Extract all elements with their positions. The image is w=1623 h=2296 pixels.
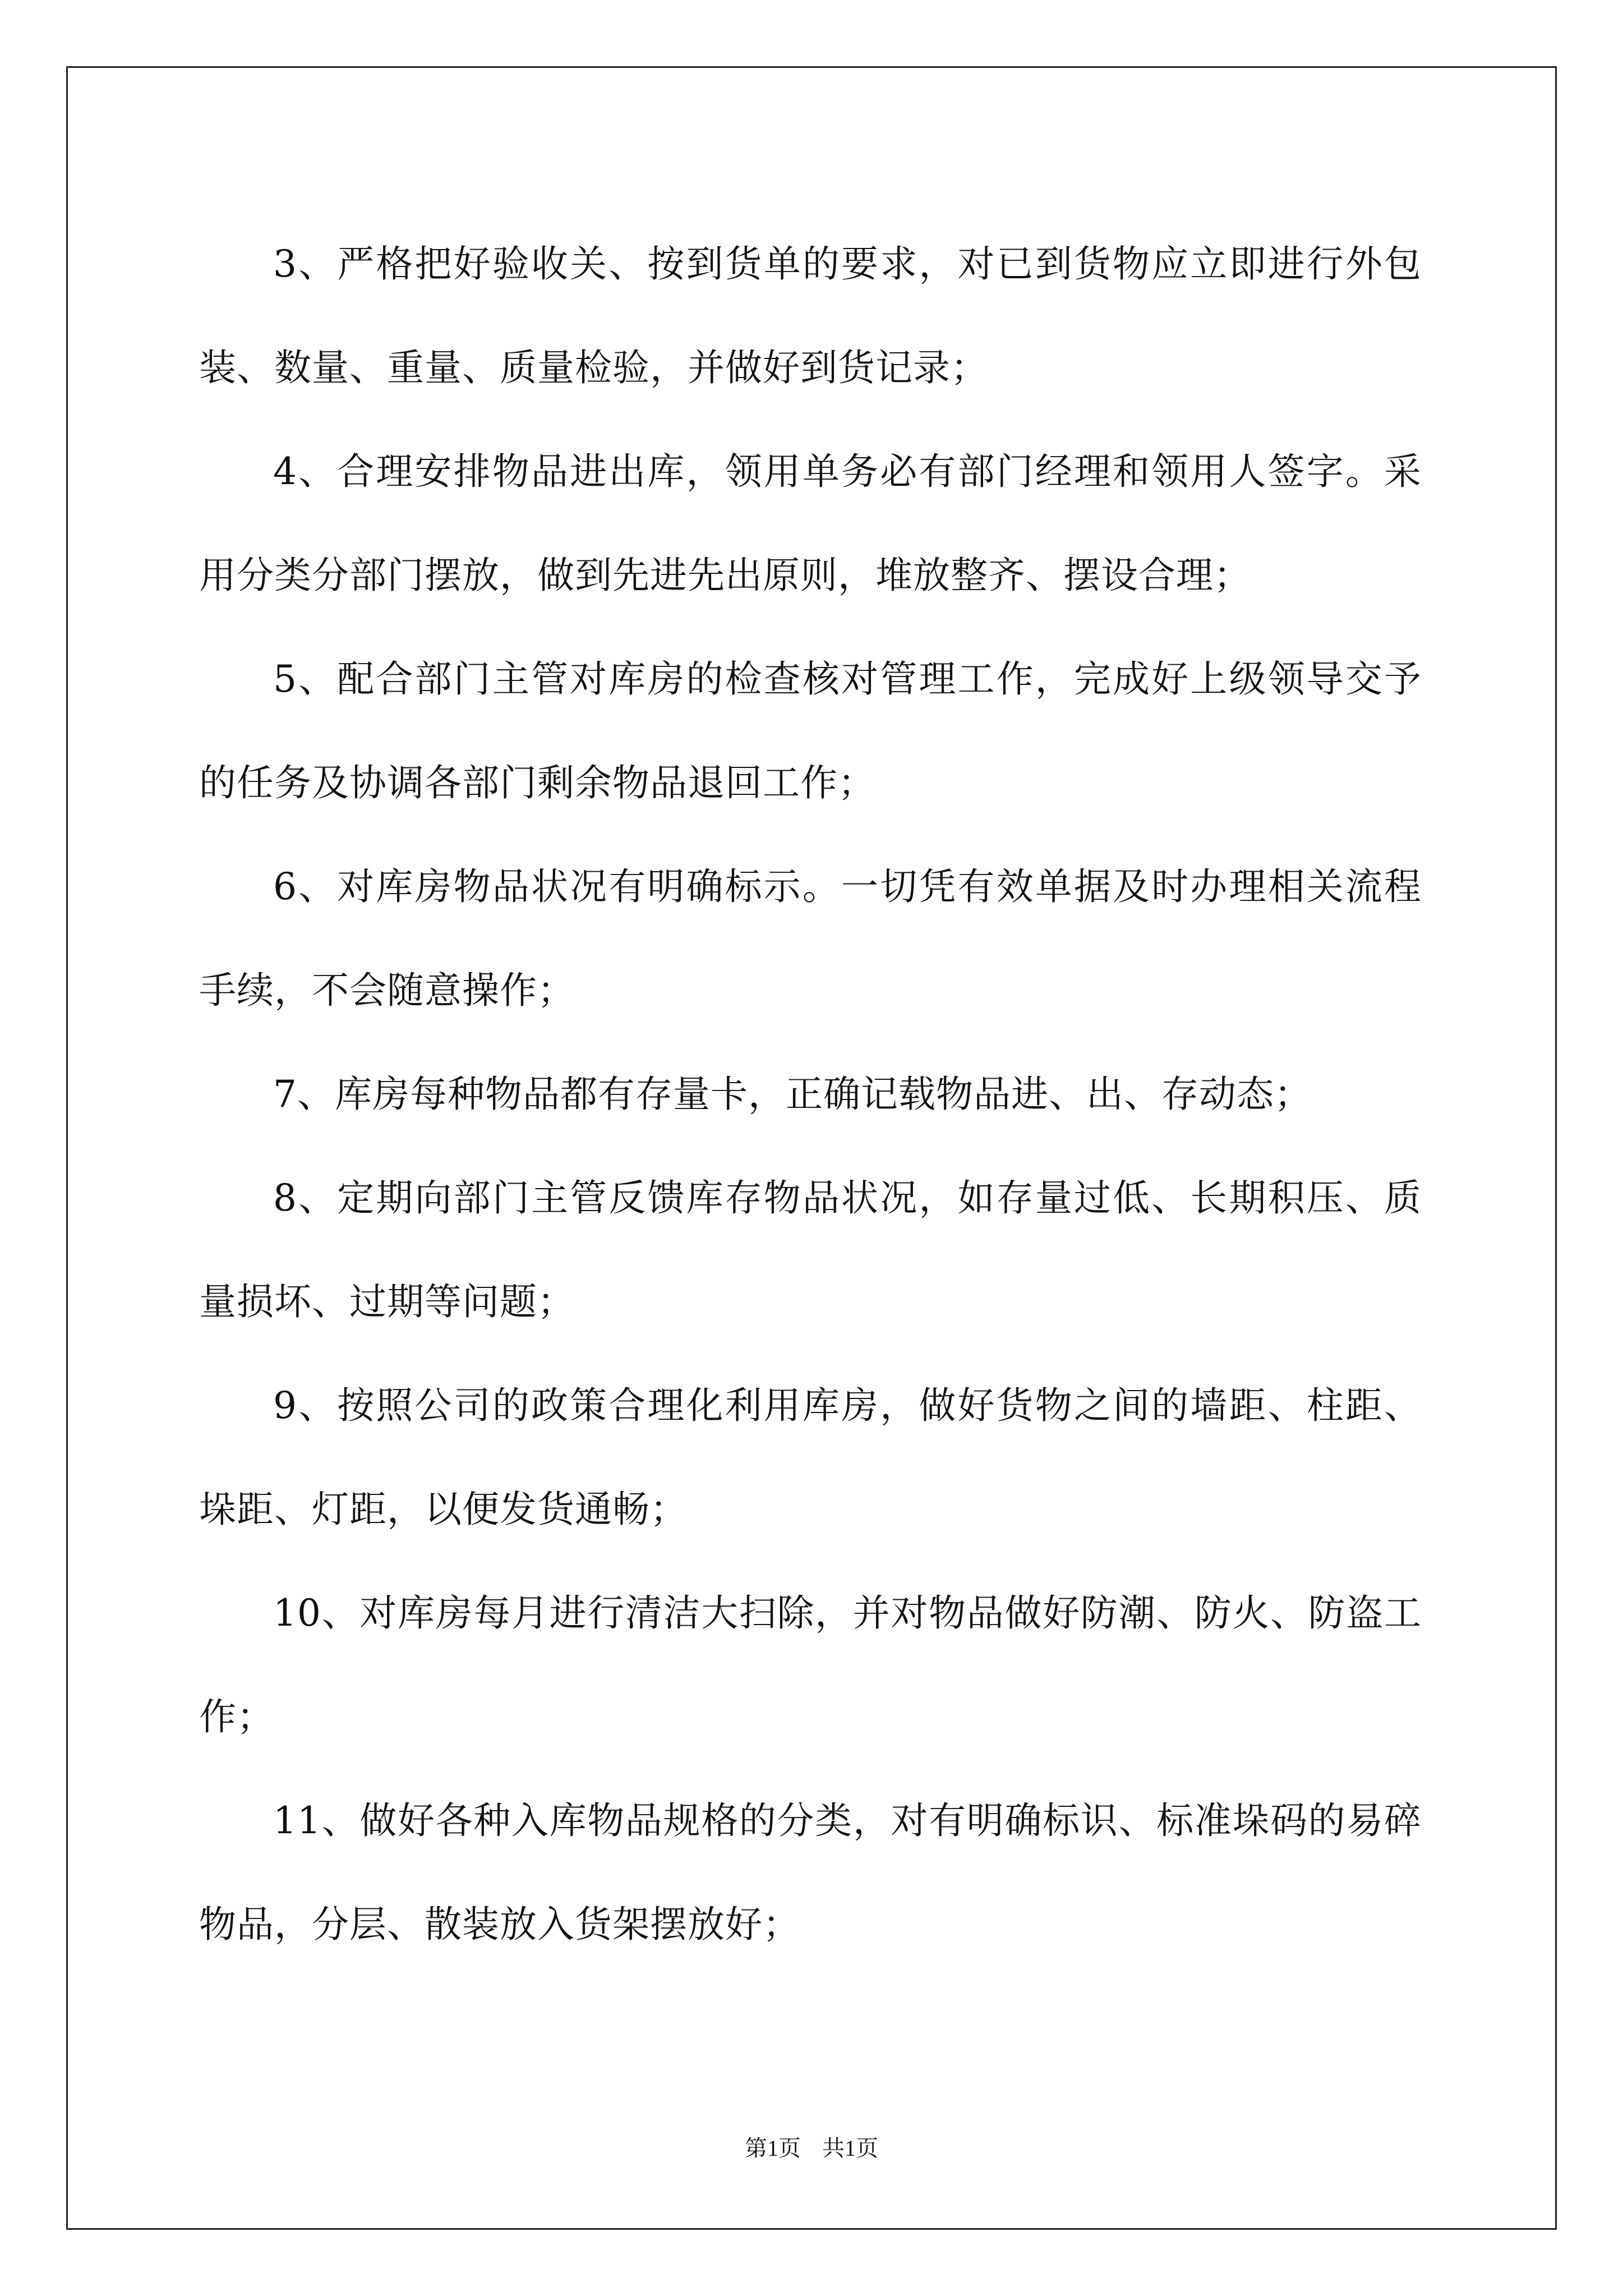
paragraph-text: 6、对库房物品状况有明确标示。一切凭有效单据及时办理相关流程手续，不会随意操作； (199, 865, 1422, 1012)
paragraph-text: 7、库房每种物品都有存量卡，正确记载物品进、出、存动态； (273, 1073, 1312, 1116)
paragraph-text: 9、按照公司的政策合理化利用库房，做好货物之间的墙距、柱距、垛距、灯距，以便发货通畅； (199, 1384, 1422, 1531)
paragraph-text: 11、做好各种入库物品规格的分类，对有明确标识、标准垛码的易碎物品，分层、散装放入货架摆放好； (199, 1799, 1422, 1946)
paragraph-4 (199, 420, 1422, 627)
paragraph-text: 3、严格把好验收关、按到货单的要求，对已到货物应立即进行外包装、数量、重量、质量检验，并做好到货记录； (199, 242, 1422, 389)
paragraph-text: 5、配合部门主管对库房的检查核对管理工作，完成好上级领导交予的任务及协调各部门剩余物品退回工作； (199, 657, 1422, 804)
paragraph-3 (199, 212, 1422, 420)
paragraph-10 (199, 1561, 1422, 1769)
page-number: 第1页 (745, 2136, 801, 2161)
paragraph-11 (199, 1769, 1422, 1976)
paragraph-text: 10、对库房每月进行清洁大扫除，并对物品做好防潮、防火、防盗工作； (199, 1591, 1422, 1738)
paragraph-7 (199, 1042, 1422, 1146)
paragraph-8 (199, 1146, 1422, 1354)
paragraph-5 (199, 627, 1422, 835)
paragraph-text: 8、定期向部门主管反馈库存物品状况，如存量过低、长期积压、质量损坏、过期等问题； (199, 1176, 1422, 1323)
paragraph-text: 4、合理安排物品进出库，领用单务必有部门经理和领用人签字。采用分类分部门摆放，做到先进先出原则，堆放整齐、摆设合理； (199, 450, 1422, 597)
page-footer (0, 2131, 1623, 2162)
paragraph-6 (199, 835, 1422, 1042)
page-total: 共1页 (822, 2136, 878, 2161)
paragraph-9 (199, 1354, 1422, 1561)
document-body (199, 212, 1422, 1976)
